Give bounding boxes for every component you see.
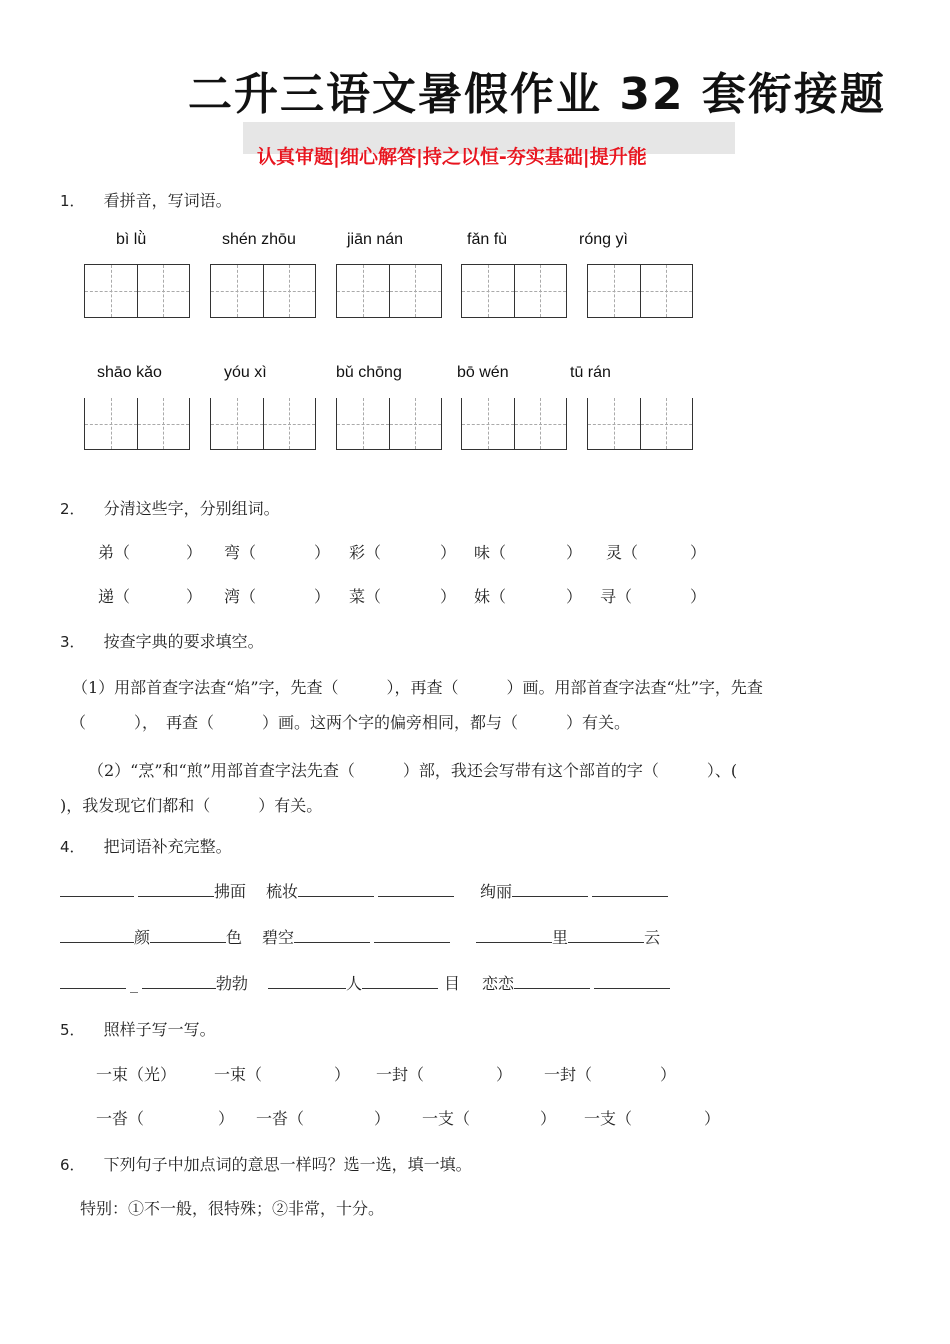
- q3-part2-line2: )，我发现它们都和（ ）有关。: [60, 796, 323, 815]
- word-part: 里: [552, 928, 569, 947]
- pinyin-label: jiān nán: [347, 231, 404, 248]
- fill-blank[interactable]: [150, 926, 226, 943]
- question-number: 4．: [60, 838, 85, 856]
- question-prompt: 照样子写一写。: [103, 1020, 216, 1039]
- question-prompt: 下列句子中加点词的意思一样吗？选一选，填一填。: [103, 1155, 472, 1174]
- fill-blank[interactable]: [294, 926, 370, 943]
- question-1: [60, 188, 232, 211]
- measure-item: 一封（: [376, 1065, 425, 1084]
- question-5: [60, 1017, 216, 1040]
- answer-paren[interactable]: ）: [566, 543, 583, 562]
- char-item: 弟（: [98, 543, 131, 562]
- question-2: [60, 496, 280, 519]
- question-6: [60, 1152, 472, 1175]
- question-number: 2．: [60, 500, 85, 518]
- slogan-banner: [243, 122, 735, 168]
- fill-blank[interactable]: [514, 972, 590, 989]
- tianzige-box[interactable]: [84, 264, 190, 318]
- word-part: 颜: [134, 928, 151, 947]
- fill-blank[interactable]: [60, 972, 126, 989]
- answer-paren[interactable]: ）: [314, 543, 331, 562]
- word-part: 绚丽: [480, 882, 513, 901]
- char-item: 彩（: [349, 543, 382, 562]
- measure-item: 一支（: [422, 1109, 471, 1128]
- question-3: [60, 629, 264, 652]
- answer-paren[interactable]: ）: [186, 587, 203, 606]
- question-number: 1．: [60, 192, 85, 210]
- word-part: 云: [644, 928, 661, 947]
- question-prompt: 看拼音，写词语。: [103, 191, 232, 210]
- q3-part1-line2: （ ）， 再查（ ）画。这两个字的偏旁相同，都与（ ）有关。: [70, 713, 631, 732]
- idiom-row-2: [60, 925, 660, 948]
- example-item: 一束（光）: [96, 1065, 177, 1084]
- tianzige-box[interactable]: [210, 398, 316, 450]
- answer-paren[interactable]: ）: [690, 587, 707, 606]
- char-item: 菜（: [349, 587, 382, 606]
- tianzige-box[interactable]: [336, 264, 442, 318]
- measure-item: 一支（: [584, 1109, 633, 1128]
- question-4: [60, 834, 232, 857]
- idiom-row-1: [60, 879, 668, 902]
- char-item: 弯（: [224, 543, 257, 562]
- word-part: 梳妆: [266, 882, 299, 901]
- pinyin-label: bǔ chōng: [336, 364, 402, 381]
- pinyin-label: tū rán: [570, 364, 611, 381]
- char-item: 灵（: [606, 543, 639, 562]
- fill-blank[interactable]: [512, 880, 588, 897]
- fill-blank[interactable]: [60, 880, 134, 897]
- answer-paren[interactable]: ）: [704, 1109, 721, 1128]
- fill-blank[interactable]: [592, 880, 668, 897]
- pinyin-label: fǎn fù: [467, 231, 508, 248]
- tianzige-box[interactable]: [461, 398, 567, 450]
- word-part: _: [130, 974, 138, 993]
- tianzige-box[interactable]: [587, 264, 693, 318]
- char-item: 寻（: [600, 587, 633, 606]
- char-item: 递（: [98, 587, 131, 606]
- char-item: 味（: [474, 543, 507, 562]
- answer-paren[interactable]: ）: [540, 1109, 557, 1128]
- q3-part1-line1: （1）用部首查字法查“焰”字，先查（ ），再查（ ）画。用部首查字法查“灶”字，先查: [72, 678, 763, 697]
- fill-blank[interactable]: [268, 972, 346, 989]
- answer-paren[interactable]: ）: [566, 587, 583, 606]
- pinyin-label: bō wén: [457, 364, 509, 381]
- fill-blank[interactable]: [60, 926, 134, 943]
- word-part: 人: [346, 974, 363, 993]
- answer-paren[interactable]: ）: [218, 1109, 235, 1128]
- word-part: 拂面: [214, 882, 247, 901]
- pinyin-label: bì lǜ: [116, 231, 147, 248]
- answer-paren[interactable]: ）: [440, 587, 457, 606]
- question-number: 3．: [60, 633, 85, 651]
- idiom-row-3: [60, 971, 670, 994]
- word-part: 恋恋: [482, 974, 515, 993]
- answer-paren[interactable]: ）: [496, 1065, 513, 1084]
- fill-blank[interactable]: [374, 926, 450, 943]
- measure-item: 一沓（: [96, 1109, 145, 1128]
- answer-paren[interactable]: ）: [690, 543, 707, 562]
- pinyin-label: yóu xì: [224, 364, 267, 381]
- answer-paren[interactable]: ）: [186, 543, 203, 562]
- question-prompt: 分清这些字，分别组词。: [103, 499, 280, 518]
- word-part: 勃勃: [216, 974, 249, 993]
- q3-part2-line1: （2）“烹”和“煎”用部首查字法先查（ ）部，我还会写带有这个部首的字（ ）、(: [88, 761, 738, 780]
- question-number: 5．: [60, 1021, 85, 1039]
- answer-paren[interactable]: ）: [334, 1065, 351, 1084]
- tianzige-box[interactable]: [210, 264, 316, 318]
- question-prompt: 按查字典的要求填空。: [103, 632, 264, 651]
- page-title: 二升三语文暑假作业 32 套衔接题: [188, 69, 886, 120]
- tianzige-box[interactable]: [461, 264, 567, 318]
- char-item: 湾（: [224, 587, 257, 606]
- word-part: 碧空: [262, 928, 295, 947]
- pinyin-label: shén zhōu: [222, 231, 296, 248]
- fill-blank[interactable]: [142, 972, 216, 989]
- definition-note: 特别：①不一般，很特殊；②非常，十分。: [80, 1199, 385, 1218]
- word-part: 色: [226, 928, 243, 947]
- answer-paren[interactable]: ）: [660, 1065, 677, 1084]
- measure-item: 一束（: [214, 1065, 263, 1084]
- tianzige-box[interactable]: [84, 398, 190, 450]
- measure-item: 一封（: [544, 1065, 593, 1084]
- fill-blank[interactable]: [568, 926, 644, 943]
- tianzige-box[interactable]: [336, 398, 442, 450]
- answer-paren[interactable]: ）: [314, 587, 331, 606]
- answer-paren[interactable]: ）: [374, 1109, 391, 1128]
- measure-item: 一沓（: [256, 1109, 305, 1128]
- fill-blank[interactable]: [594, 972, 670, 989]
- question-number: 6．: [60, 1156, 85, 1174]
- fill-blank[interactable]: [362, 972, 438, 989]
- fill-blank[interactable]: [298, 880, 374, 897]
- pinyin-label: shāo kǎo: [97, 364, 162, 381]
- answer-paren[interactable]: ）: [440, 543, 457, 562]
- word-part: 目: [444, 974, 461, 993]
- pinyin-label: róng yì: [579, 231, 628, 248]
- fill-blank[interactable]: [138, 880, 214, 897]
- fill-blank[interactable]: [378, 880, 454, 897]
- fill-blank[interactable]: [476, 926, 552, 943]
- slogan-text: 认真审题|细心解答|持之以恒-夯实基础|提升能: [257, 146, 647, 168]
- char-item: 妹（: [474, 587, 507, 606]
- tianzige-box[interactable]: [587, 398, 693, 450]
- question-prompt: 把词语补充完整。: [103, 837, 232, 856]
